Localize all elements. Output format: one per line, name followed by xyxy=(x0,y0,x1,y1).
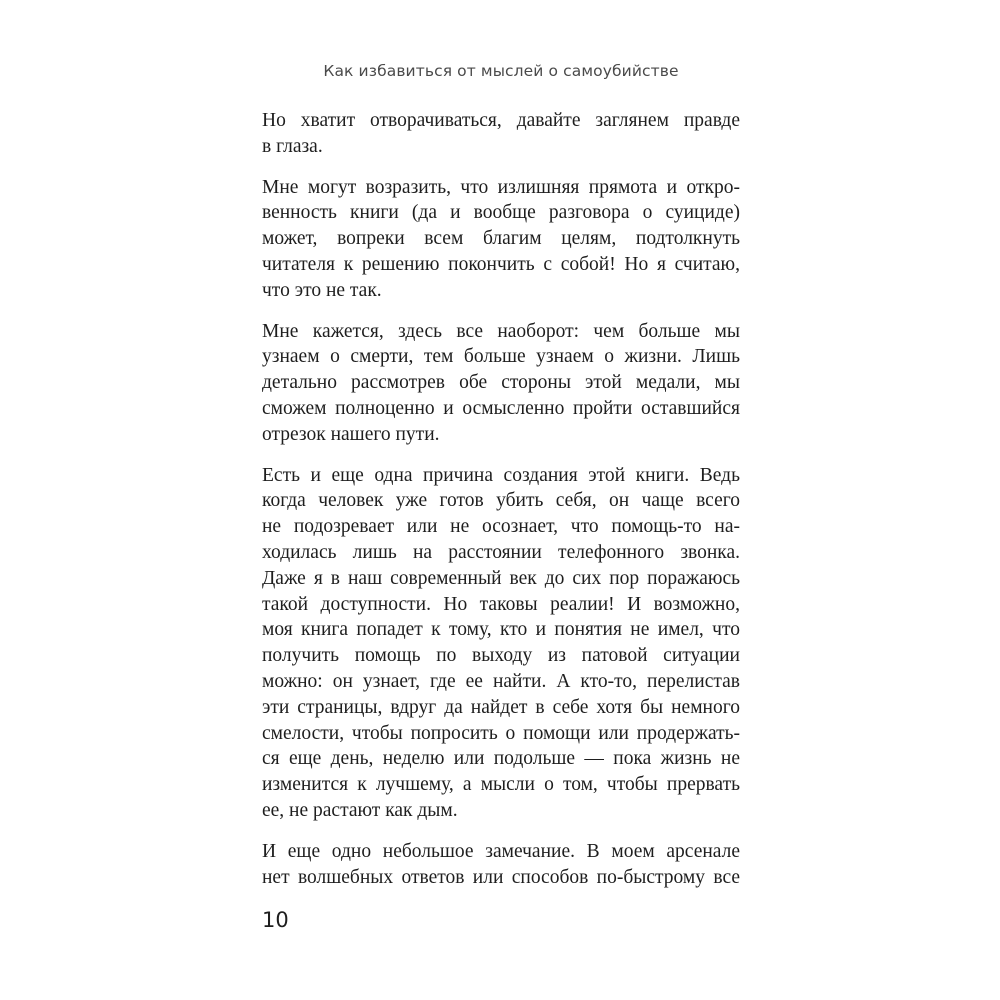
text-line: можно: он узнает, где ее найти. А кто-то, перелистав xyxy=(262,670,740,692)
running-head: Как избавиться от мыслей о самоубийстве xyxy=(323,62,679,80)
text-line: сможем полноценно и осмысленно пройти оставшийся xyxy=(262,397,740,419)
text-line: изменится к лучшему, а мысли о том, чтобы прервать xyxy=(262,774,740,796)
text-line: не подозревает или не осознает, что помощь-то на- xyxy=(262,516,740,538)
text-line: когда человек уже готов убить себя, он чаще всего xyxy=(262,490,740,512)
body-text xyxy=(262,108,740,905)
text-line: читателя к решению покончить с собой! Но я считаю, xyxy=(262,253,740,275)
paragraph xyxy=(262,108,740,160)
text-line: ходилась лишь на расстоянии телефонного звонка. xyxy=(262,541,740,563)
text-line: такой доступности. Но таковы реалии! И возможно, xyxy=(262,593,740,615)
paragraph xyxy=(262,463,740,824)
text-line: что это не так. xyxy=(262,279,382,301)
paragraph xyxy=(262,319,740,448)
text-line: Мне кажется, здесь все наоборот: чем больше мы xyxy=(262,320,740,342)
text-line: может, вопреки всем благим целям, подтолкнуть xyxy=(262,228,740,250)
text-line: ся еще день, неделю или подольше — пока жизнь не xyxy=(262,748,740,770)
text-line: в глаза. xyxy=(262,135,323,157)
text-line: Но хватит отворачиваться, давайте заглянем правде xyxy=(262,110,740,131)
text-line: Мне могут возразить, что излишняя прямота и откро- xyxy=(262,176,740,198)
text-line: смелости, чтобы попросить о помощи или продержать- xyxy=(262,722,740,744)
text-line: эти страницы, вдруг да найдет в себе хотя бы немного xyxy=(262,696,740,718)
text-line: узнаем о смерти, тем больше узнаем о жизни. Лишь xyxy=(262,346,740,368)
text-line: Есть и еще одна причина создания этой книги. Ведь xyxy=(262,464,740,486)
text-line: ее, не растают как дым. xyxy=(262,799,458,821)
text-line: получить помощь по выходу из патовой ситуации xyxy=(262,645,740,667)
text-line: отрезок нашего пути. xyxy=(262,423,440,445)
text-line: нет волшебных ответов или способов по-быстрому все xyxy=(262,866,740,888)
text-line: Даже я в наш современный век до сих пор поражаюсь xyxy=(262,567,740,589)
page-number: 10 xyxy=(262,908,289,932)
text-line: венность книги (да и вообще разговора о суициде) xyxy=(262,202,740,224)
paragraph xyxy=(262,175,740,304)
text-line: И еще одно небольшое замечание. В моем арсенале xyxy=(262,840,740,862)
paragraph xyxy=(262,839,740,891)
text-line: детально рассмотрев обе стороны этой медали, мы xyxy=(262,372,740,394)
text-line: моя книга попадет к тому, кто и понятия не имел, что xyxy=(262,619,740,641)
